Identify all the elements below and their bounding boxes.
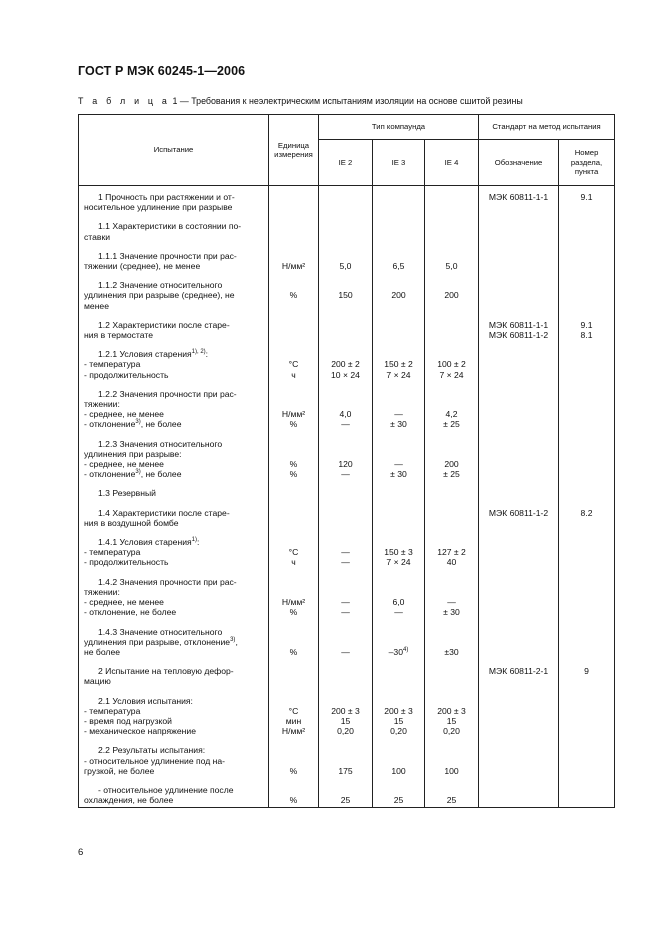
row-text: тяжении: xyxy=(84,399,120,410)
ie4-value: 0,20 xyxy=(443,726,460,737)
table-row xyxy=(79,508,615,537)
ie4-value: 25 xyxy=(446,795,457,806)
standard-designation: МЭК 60811-1-1 xyxy=(488,192,549,202)
row-text: 1.4 Характеристики после старе- xyxy=(98,507,230,518)
ie3-value: — xyxy=(394,459,403,470)
table-row xyxy=(79,389,615,439)
row-text: носительное удлинение при разрыве xyxy=(84,202,233,213)
ie4-value: ±30 xyxy=(444,646,459,657)
ie4-value: 200 xyxy=(444,459,459,470)
row-text: 2 Испытание на тепловую дефор- xyxy=(98,666,234,677)
row-text: 2.1 Условия испытания: xyxy=(98,695,193,706)
ie2-value: — xyxy=(341,469,350,480)
ie4-value: — xyxy=(447,597,456,608)
table-row xyxy=(79,251,615,280)
document-title: ГОСТ Р МЭК 60245-1—2006 xyxy=(78,64,246,78)
ie3-value: — xyxy=(394,607,403,618)
row-text: 1.2 Характеристики после старе- xyxy=(98,319,230,330)
ie3-value: 15 xyxy=(393,715,404,726)
table-row xyxy=(79,439,615,489)
unit-value: % xyxy=(289,469,298,480)
unit-value: % xyxy=(289,795,298,806)
row-text: - продолжительность xyxy=(84,557,169,568)
ie2-value: 5,0 xyxy=(339,261,352,272)
row-text: ставки xyxy=(84,231,111,242)
row-text: - отклонение$^{3)}$, не более xyxy=(84,419,182,430)
standard-designation: МЭК 60811-1-2 xyxy=(488,507,549,518)
unit-value: °С xyxy=(288,547,299,558)
header-ie3: IE 3 xyxy=(373,140,425,186)
ie2-value: 25 xyxy=(340,795,351,806)
row-text: - отклонение$^{3)}$, не более xyxy=(84,469,182,480)
ie2-value: 15 xyxy=(340,715,351,726)
caption-number: 1 xyxy=(172,96,178,106)
unit-value: % xyxy=(289,419,298,430)
unit-value: °С xyxy=(288,359,299,370)
row-text: 2.2 Результаты испытания: xyxy=(98,745,206,756)
ie2-value: — xyxy=(341,597,350,608)
ie4-value: 40 xyxy=(446,557,457,568)
ie4-value: ± 30 xyxy=(443,607,460,618)
table-row xyxy=(79,577,615,627)
table-row xyxy=(79,186,615,222)
row-text: удлинения при разрыве, отклонение$^{3)}$, xyxy=(84,636,238,647)
header-unit: Единица измерения xyxy=(269,115,319,186)
ie2-value: 0,20 xyxy=(337,726,354,737)
unit-value: % xyxy=(289,290,298,301)
ie3-value: 7 × 24 xyxy=(386,557,411,568)
row-text: 1.1.1 Значение прочности при рас- xyxy=(98,250,237,261)
row-text: 1.1 Характеристики в состоянии по- xyxy=(98,221,242,232)
row-text: - время под нагрузкой xyxy=(84,715,172,726)
row-text: 1.2.1 Условия старения$^{1), 2)}$: xyxy=(98,349,209,360)
standard-designation: МЭК 60811-2-1 xyxy=(488,666,549,677)
unit-value: мин xyxy=(285,715,302,726)
row-text: 1.4.1 Условия старения$^{1)}$: xyxy=(98,537,200,548)
table-row xyxy=(79,221,615,250)
row-text: - механическое напряжение xyxy=(84,726,196,737)
ie4-value: 7 × 24 xyxy=(439,369,464,380)
row-text: 1.4.2 Значения прочности при рас- xyxy=(98,576,237,587)
unit-value: ч xyxy=(291,369,296,380)
ie4-value: 15 xyxy=(446,715,457,726)
row-text: удлинения при разрыве (среднее), не xyxy=(84,290,235,301)
row-text: - отклонение, не более xyxy=(84,607,177,618)
ie3-value: ± 30 xyxy=(390,469,407,480)
unit-value: ч xyxy=(291,557,296,568)
ie3-value: 25 xyxy=(393,795,404,806)
ie3-value: 6,0 xyxy=(392,597,405,608)
ie2-value: 120 xyxy=(338,459,353,470)
row-text: - относительное удлинение после xyxy=(98,784,234,795)
table-row xyxy=(79,280,615,320)
table-row xyxy=(79,785,615,808)
section-number: 9.1 xyxy=(580,319,593,330)
header-section: Номер раздела, пункта xyxy=(559,140,615,186)
ie4-value: 100 ± 2 xyxy=(437,359,466,370)
unit-value: % xyxy=(289,607,298,618)
row-text: удлинения при разрыве: xyxy=(84,448,182,459)
ie3-value: 6,5 xyxy=(392,261,405,272)
row-text: - температура xyxy=(84,359,141,370)
unit-value: % xyxy=(289,765,298,776)
section-number: 8.1 xyxy=(580,330,593,341)
ie3-value: — xyxy=(394,409,403,420)
unit-value: Н/мм² xyxy=(281,597,306,608)
ie3-value: 200 ± 3 xyxy=(384,705,413,716)
standard-designation: МЭК 60811-1-1 xyxy=(488,319,549,330)
ie4-value: 5,0 xyxy=(445,261,458,272)
ie2-value: — xyxy=(341,557,350,568)
row-text: менее xyxy=(84,300,109,311)
header-designation: Обозначение xyxy=(479,140,559,186)
row-text: 1.3 Резервный xyxy=(98,488,156,499)
ie4-value: 4,2 xyxy=(445,409,458,420)
ie3-value: 7 × 24 xyxy=(386,369,411,380)
unit-value: Н/мм² xyxy=(281,409,306,420)
section-number: 8.2 xyxy=(580,507,593,518)
row-text: - среднее, не менее xyxy=(84,597,164,608)
table-row xyxy=(79,666,615,695)
row-text: 1.2.2 Значения прочности при рас- xyxy=(98,388,237,399)
header-test: Испытание xyxy=(79,115,269,186)
ie4-value: ± 25 xyxy=(443,469,460,480)
row-text: не более xyxy=(84,646,120,657)
ie2-value: — xyxy=(341,646,350,657)
ie4-value: 200 xyxy=(444,290,459,301)
unit-value: % xyxy=(289,459,298,470)
table-row xyxy=(79,745,615,785)
ie2-value: 200 ± 3 xyxy=(331,705,360,716)
ie3-value: –30$^{4)}$ xyxy=(388,646,409,657)
table-row xyxy=(79,488,615,507)
table-row xyxy=(79,349,615,389)
requirements-table xyxy=(78,114,615,808)
table-row xyxy=(79,627,615,667)
ie2-value: 150 xyxy=(338,290,353,301)
row-text: - среднее, не менее xyxy=(84,459,164,470)
ie2-value: 4,0 xyxy=(339,409,352,420)
ie2-value: 10 × 24 xyxy=(331,369,360,380)
row-text: 1.1.2 Значение относительного xyxy=(98,280,223,291)
header-compound-type: Тип компаунда xyxy=(319,115,479,140)
row-text: мацию xyxy=(84,676,111,687)
unit-value: Н/мм² xyxy=(281,726,306,737)
header-standard: Стандарт на метод испытания xyxy=(479,115,615,140)
row-text: - температура xyxy=(84,547,141,558)
ie4-value: ± 25 xyxy=(443,419,460,430)
standard-designation: МЭК 60811-1-2 xyxy=(488,330,549,341)
ie3-value: 100 xyxy=(391,765,406,776)
ie4-value: 200 ± 3 xyxy=(437,705,466,716)
ie2-value: — xyxy=(341,607,350,618)
table-caption xyxy=(78,96,523,106)
row-text: - относительное удлинение под на- xyxy=(84,755,226,766)
unit-value: % xyxy=(289,646,298,657)
caption-label: Т а б л и ц а xyxy=(78,96,170,106)
table-row xyxy=(79,537,615,577)
section-number: 9.1 xyxy=(580,192,593,202)
row-text: тяжении (среднее), не менее xyxy=(84,261,201,272)
ie3-value: ± 30 xyxy=(390,419,407,430)
row-text: ния в термостате xyxy=(84,330,153,341)
ie2-value: 200 ± 2 xyxy=(331,359,360,370)
row-text: 1.4.3 Значение относительного xyxy=(98,626,223,637)
row-text: охлаждения, не более xyxy=(84,795,174,806)
section-number: 9 xyxy=(584,666,589,677)
row-text: - среднее, не менее xyxy=(84,409,164,420)
caption-text: — Требования к неэлектрическим испытаниям изоляции на основе сшитой резины xyxy=(177,96,523,106)
unit-value: °С xyxy=(288,705,299,716)
row-text: 1 Прочность при растяжении и от- xyxy=(98,192,235,202)
row-text: - температура xyxy=(84,705,141,716)
row-text: - продолжительность xyxy=(84,369,169,380)
table-row xyxy=(79,320,615,349)
unit-value: Н/мм² xyxy=(281,261,306,272)
table-row xyxy=(79,696,615,746)
header-ie4: IE 4 xyxy=(425,140,479,186)
ie3-value: 200 xyxy=(391,290,406,301)
ie2-value: 175 xyxy=(338,765,353,776)
ie2-value: — xyxy=(341,547,350,558)
ie2-value: — xyxy=(341,419,350,430)
header-ie2: IE 2 xyxy=(319,140,373,186)
page-number: 6 xyxy=(78,847,84,858)
row-text: 1.2.3 Значения относительного xyxy=(98,438,223,449)
ie3-value: 150 ± 2 xyxy=(384,359,413,370)
row-text: грузкой, не более xyxy=(84,765,155,776)
ie3-value: 0,20 xyxy=(390,726,407,737)
ie4-value: 127 ± 2 xyxy=(437,547,466,558)
row-text: тяжении: xyxy=(84,586,120,597)
ie4-value: 100 xyxy=(444,765,459,776)
ie3-value: 150 ± 3 xyxy=(384,547,413,558)
row-text: ния в воздушной бомбе xyxy=(84,517,179,528)
